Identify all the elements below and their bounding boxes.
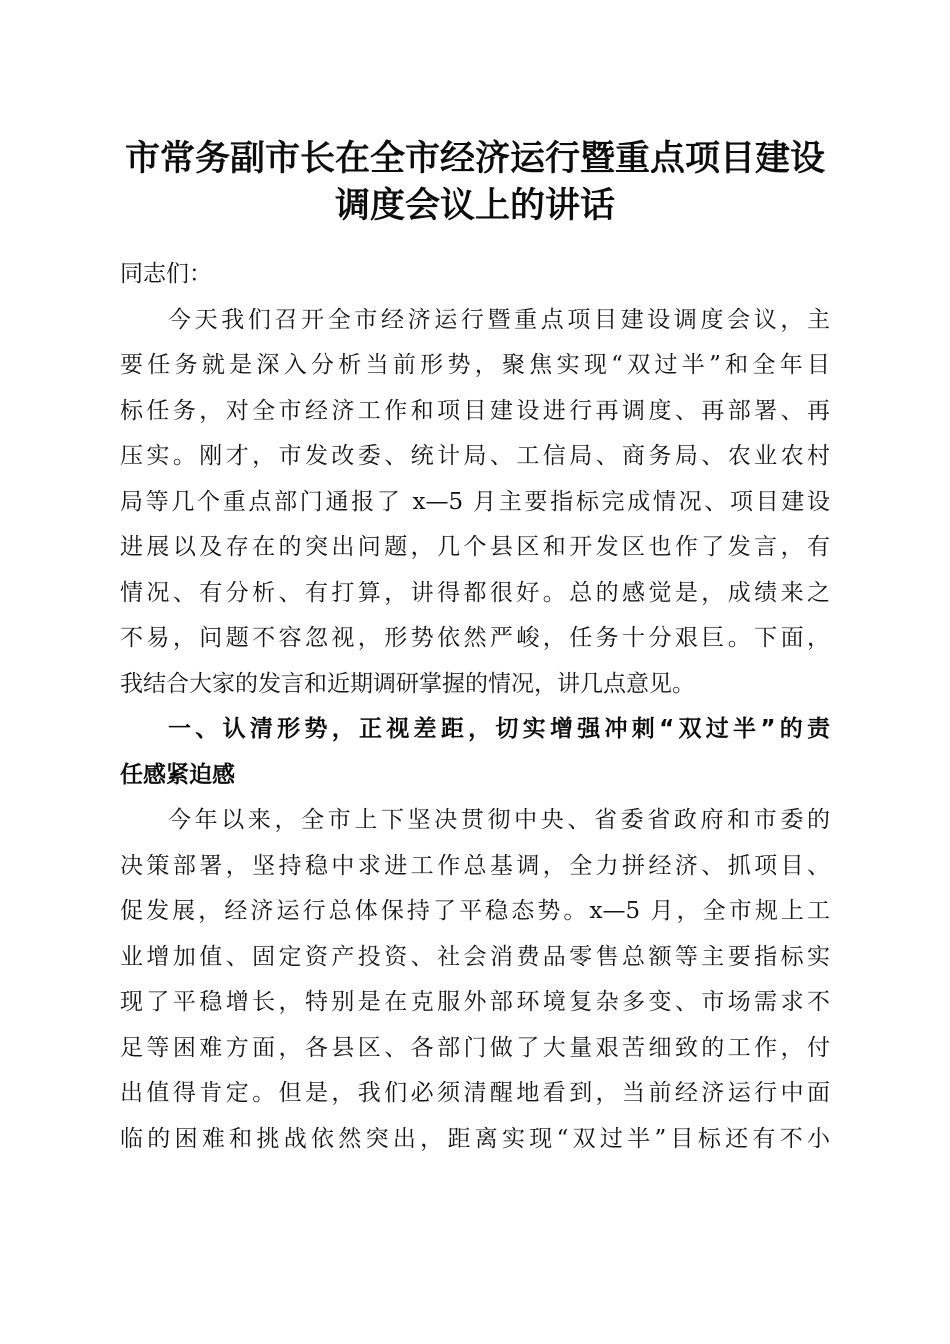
section-heading-line: 任感紧迫感: [120, 761, 235, 788]
document-body: [120, 252, 830, 1162]
document-title-line-2: 调度会议上的讲话: [334, 185, 615, 226]
paragraph-line: 局等几个重点部门通报了 x—5 月主要指标完成情况、项目建设: [120, 488, 830, 515]
paragraph-line: 我结合大家的发言和近期调研掌握的情况，讲几点意见。: [120, 670, 695, 697]
salutation: 同志们：: [120, 261, 212, 287]
paragraph-line: 今年以来，全市上下坚决贯彻中央、省委省政府和市委的: [168, 807, 830, 833]
document-title-line-1: 市常务副市长在全市经济运行暨重点项目建设: [124, 138, 825, 179]
paragraph-line: 决策部署，坚持稳中求进工作总基调，全力拼经济、抓项目、: [120, 852, 830, 879]
paragraph-line: 压实。刚才，市发改委、统计局、工信局、商务局、农业农村: [120, 443, 830, 469]
paragraph-line: 足等困难方面，各县区、各部门做了大量艰苦细致的工作，付: [120, 1034, 830, 1061]
paragraph-line: 现了平稳增长，特别是在克服外部环境复杂多变、市场需求不: [120, 989, 830, 1015]
paragraph-line: 情况、有分析、有打算，讲得都很好。总的感觉是，成绩来之: [120, 579, 830, 606]
section-heading-1: [120, 707, 830, 798]
paragraph-line: 进展以及存在的突出问题，几个县区和开发区也作了发言，有: [120, 534, 830, 560]
paragraph-line: 业增加值、固定资产投资、社会消费品零售总额等主要指标实: [120, 943, 830, 970]
paragraph-1: [120, 298, 830, 708]
paragraph-line: 促发展，经济运行总体保持了平稳态势。x—5 月，全市规上工: [120, 898, 830, 924]
paragraph-2: [120, 798, 830, 1162]
paragraph-line: 要任务就是深入分析当前形势，聚焦实现“双过半”和全年目: [120, 352, 830, 378]
paragraph-line: 临的困难和挑战依然突出，距离实现“双过半”目标还有不小: [120, 1125, 830, 1152]
section-heading-line: 一、认清形势，正视差距，切实增强冲刺“双过半”的责: [168, 716, 830, 742]
paragraph-line: 今天我们召开全市经济运行暨重点项目建设调度会议，主: [168, 306, 830, 333]
paragraph-line: 出值得肯定。但是，我们必须清醒地看到，当前经济运行中面: [120, 1080, 830, 1106]
paragraph-line: 标任务，对全市经济工作和项目建设进行再调度、再部署、再: [120, 397, 830, 424]
paragraph-line: 不易，问题不容忽视，形势依然严峻，任务十分艰巨。下面，: [120, 625, 830, 651]
